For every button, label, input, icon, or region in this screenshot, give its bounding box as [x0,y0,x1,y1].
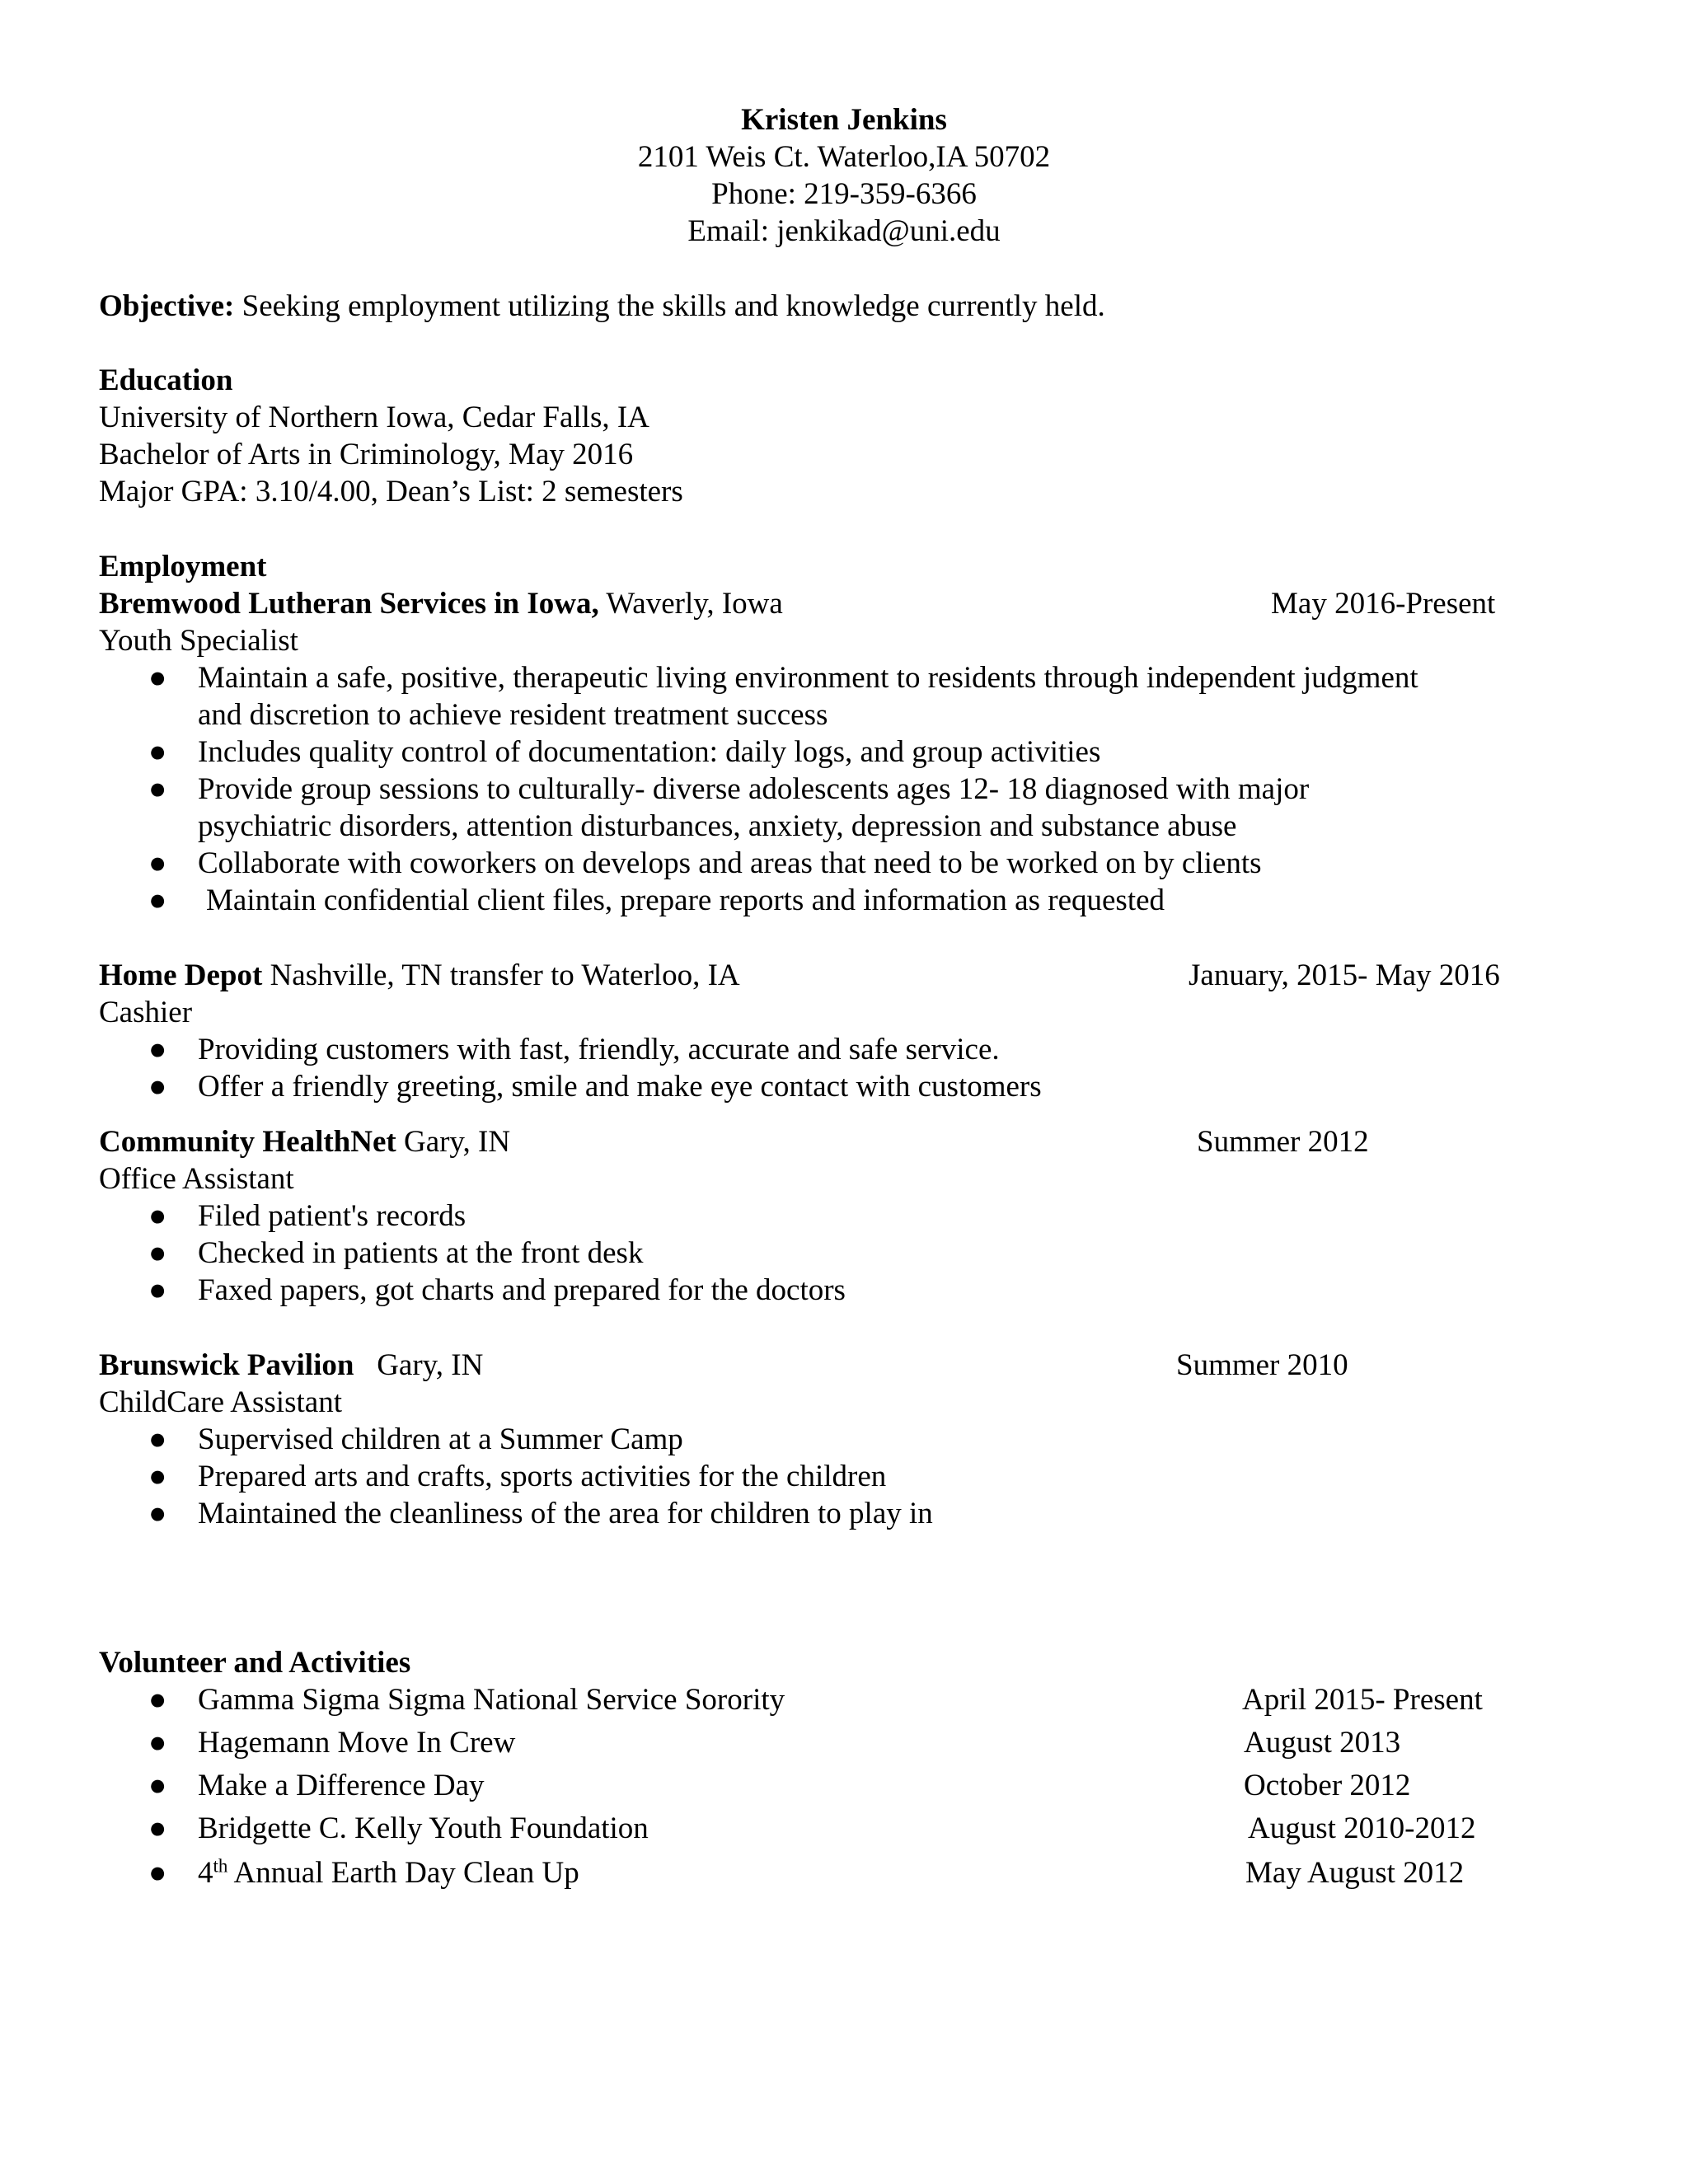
job-bullet: Faxed papers, got charts and prepared for the doctors [198,1273,846,1307]
bullet-icon: ● [148,846,167,880]
job-bullet: Maintain a safe, positive, therapeutic living environment to residents through independent judgment [198,661,1418,695]
volunteer-item [198,1855,579,1890]
volunteer-dates: August 2010-2012 [1248,1811,1476,1845]
phone: Phone: 219-359-6366 [711,177,977,211]
bullet-icon: ● [148,772,167,806]
job-bullet-continued: and discretion to achieve resident treatment success [198,698,828,732]
job-employer: Community HealthNet [99,1125,396,1159]
ordinal-number: 4 [198,1856,213,1890]
job-title: Office Assistant [99,1162,294,1196]
job-title: Cashier [99,996,193,1029]
job-dates: Summer 2012 [1197,1125,1369,1159]
resume-name: Kristen Jenkins [741,103,947,137]
volunteer-item-name: Annual Earth Day Clean Up [227,1856,579,1890]
education-school: University of Northern Iowa, Cedar Falls, IA [99,401,649,434]
bullet-icon: ● [148,1769,167,1802]
job-location: Waverly, Iowa [598,587,783,621]
job-bullet: Provide group sessions to culturally- diverse adolescents ages 12- 18 diagnosed with major [198,772,1310,806]
job-dates: May 2016-Present [1271,587,1496,621]
job-employer: Brunswick Pavilion [99,1348,354,1382]
job-location: Gary, IN [396,1125,511,1159]
job-employer-line [99,1350,483,1380]
bullet-icon: ● [148,1726,167,1760]
job-bullet: Providing customers with fast, friendly, accurate and safe service. [198,1033,1000,1066]
volunteer-dates: April 2015- Present [1242,1683,1483,1717]
job-bullet: Maintain confidential client files, prepare reports and information as requested [206,883,1165,917]
volunteer-dates: October 2012 [1244,1769,1411,1802]
job-employer: Bremwood Lutheran Services in Iowa, [99,587,599,621]
bullet-icon: ● [148,1856,167,1890]
bullet-icon: ● [148,883,167,917]
education-degree: Bachelor of Arts in Criminology, May 2016 [99,438,634,471]
volunteer-dates: August 2013 [1244,1726,1401,1760]
job-title: Youth Specialist [99,624,298,658]
volunteer-item: Make a Difference Day [198,1769,485,1802]
job-bullet: Checked in patients at the front desk [198,1236,644,1270]
bullet-icon: ● [148,1070,167,1104]
job-bullet: Filed patient's records [198,1199,467,1233]
bullet-icon: ● [148,1273,167,1307]
bullet-icon: ● [148,735,167,769]
job-location: Nashville, TN transfer to Waterloo, IA [262,958,740,992]
job-location: Gary, IN [354,1348,484,1382]
bullet-icon: ● [148,1460,167,1493]
bullet-icon: ● [148,1422,167,1456]
job-bullet: Includes quality control of documentation: daily logs, and group activities [198,735,1101,769]
education-gpa: Major GPA: 3.10/4.00, Dean’s List: 2 semesters [99,475,683,509]
objective [99,291,1105,321]
objective-text: Seeking employment utilizing the skills and knowledge currently held. [234,289,1105,323]
volunteer-heading: Volunteer and Activities [99,1646,411,1680]
job-employer-line [99,1127,510,1157]
job-employer: Home Depot [99,958,263,992]
volunteer-item: Bridgette C. Kelly Youth Foundation [198,1811,649,1845]
job-title: ChildCare Assistant [99,1385,342,1419]
job-dates: January, 2015- May 2016 [1189,958,1500,992]
objective-label: Objective: [99,289,235,323]
bullet-icon: ● [148,1683,167,1717]
education-heading: Education [99,363,233,397]
job-employer-line [99,960,740,991]
bullet-icon: ● [148,1497,167,1530]
job-bullet: Prepared arts and crafts, sports activities for the children [198,1460,887,1493]
address: 2101 Weis Ct. Waterloo,IA 50702 [637,140,1051,174]
employment-heading: Employment [99,550,267,583]
bullet-icon: ● [148,1236,167,1270]
job-employer-line [99,588,783,619]
bullet-icon: ● [148,1199,167,1233]
job-bullet: Supervised children at a Summer Camp [198,1422,683,1456]
job-bullet: Offer a friendly greeting, smile and make eye contact with customers [198,1070,1042,1104]
volunteer-item: Gamma Sigma Sigma National Service Sorority [198,1683,785,1717]
job-bullet-continued: psychiatric disorders, attention disturbances, anxiety, depression and substance abuse [198,809,1237,843]
bullet-icon: ● [148,661,167,695]
job-bullet: Collaborate with coworkers on develops and areas that need to be worked on by clients [198,846,1262,880]
volunteer-dates: May August 2012 [1245,1856,1465,1890]
bullet-icon: ● [148,1033,167,1066]
ordinal-suffix: th [213,1855,228,1877]
volunteer-item: Hagemann Move In Crew [198,1726,516,1760]
email: Email: jenkikad@uni.edu [687,214,1001,248]
job-dates: Summer 2010 [1176,1348,1348,1382]
job-bullet: Maintained the cleanliness of the area for children to play in [198,1497,933,1530]
bullet-icon: ● [148,1811,167,1845]
